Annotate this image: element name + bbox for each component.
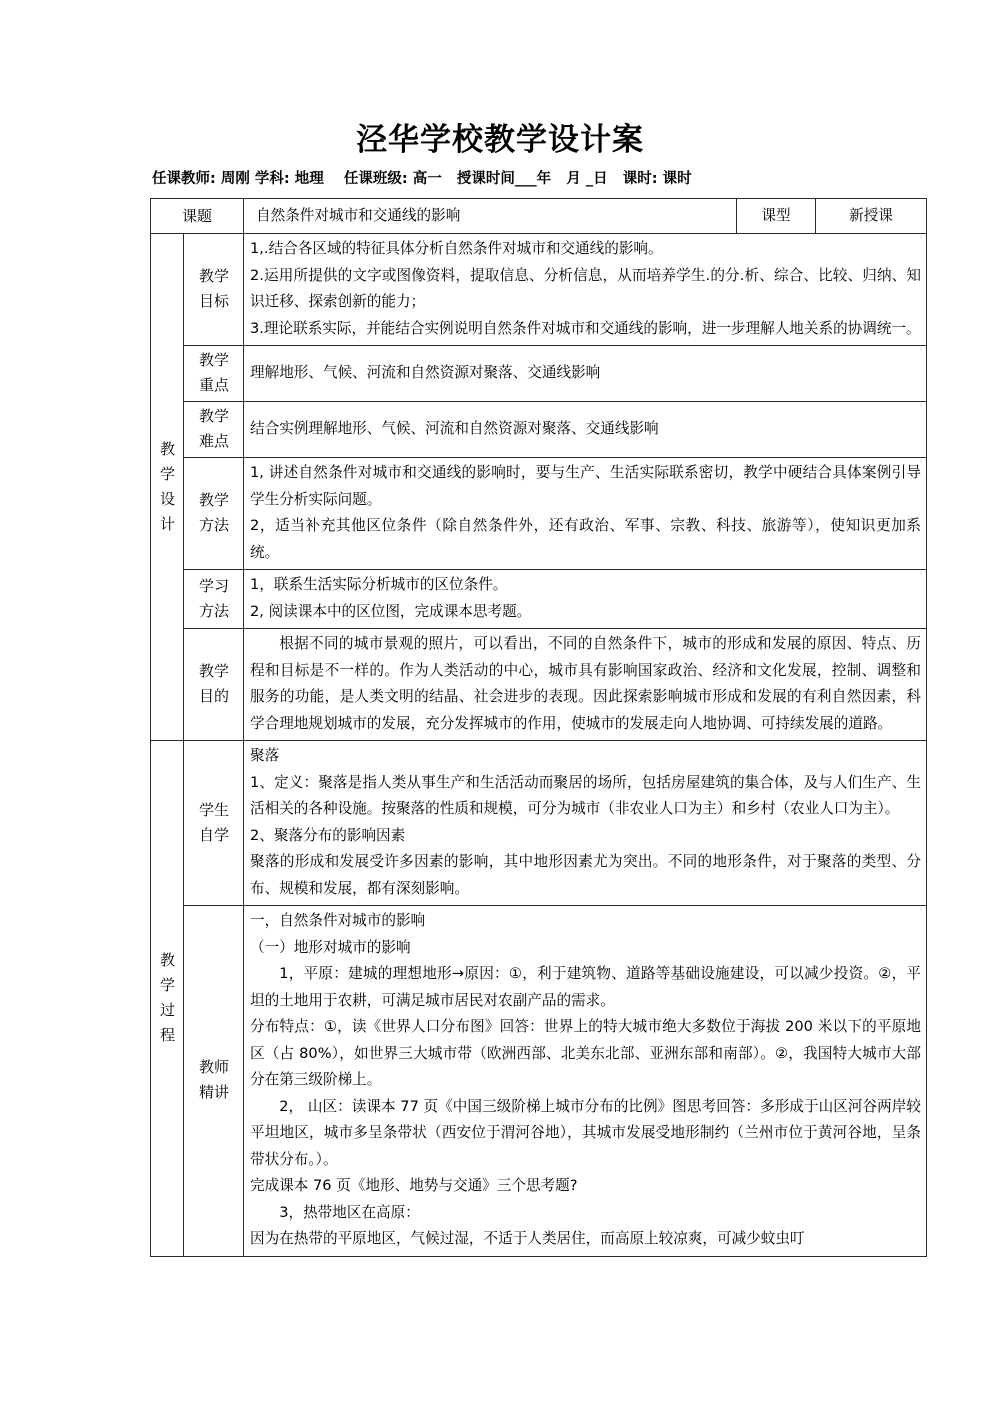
row-content-learning-methods: [244, 570, 927, 629]
lesson-plan-table: [150, 198, 927, 1257]
row-label-line: 目标: [198, 292, 229, 310]
document-meta-line: 任课教师: 周刚 学科: 地理 任课班级: 高一 授课时间___年 月 _日 课时: 课时: [152, 171, 692, 187]
text-line: 1、定义：聚落是指人类从事生产和生活活动而聚居的场所，包括房屋建筑的集合体，及与人们生产、生活相关的各种设施。按聚落的性质和规模，可分为城市（非农业人口为主）和乡村（农业人口为主）。: [250, 773, 921, 817]
section-label-char: 教: [159, 439, 175, 458]
section-label-char: 过: [159, 1000, 175, 1019]
row-content-key-points: [244, 346, 927, 402]
text-line: 因为在热带的平原地区，气候过湿，不适于人类居住，而高原上较凉爽，可减少蚊虫叮: [250, 1230, 805, 1247]
table-row-methods: [151, 458, 927, 570]
table-row-objectives: [151, 234, 927, 346]
row-label-line: 方法: [198, 601, 229, 620]
text-line: 1，平原：建城的理想地形→原因：①，利于建筑物、道路等基础设施建设，可以减少投资。②，平坦的土地用于农耕，可满足城市居民对农副产品的需求。: [250, 965, 921, 1009]
text-line: 2，适当补充其他区位条件（除自然条件外，还有政治、军事、宗教、科技、旅游等），使知识更加系统。: [250, 517, 921, 561]
text-line: 3.理论联系实际，并能结合实例说明自然条件对城市和交通线的影响，进一步理解人地关系的协调统一。: [250, 319, 921, 337]
text-line: 2, 阅读课本中的区位图，完成课本思考题。: [250, 602, 532, 620]
row-label-line: 自学: [198, 825, 229, 844]
page-title: 泾华学校教学设计案: [356, 122, 644, 158]
row-label-line: 学习: [198, 576, 229, 595]
row-label-line: 教学: [198, 407, 229, 425]
text-line: 分布特点：①，读《世界人口分布图》回答：世界上的特大城市绝大多数位于海拔 200 米以下的平原地区（占 80%），如世界三大城市带（欧洲西部、北美东北部、亚洲东部和南部）。②，我国特大城市大部分在第三级阶梯上。: [250, 1018, 921, 1088]
text-line: 1，联系生活实际分析城市的区位条件。: [250, 576, 508, 593]
topic-value-cell: [244, 199, 927, 234]
table-row-key-points: [151, 346, 927, 402]
row-content-methods: [244, 458, 927, 570]
row-content-purpose: [244, 629, 927, 741]
row-label-teacher-lecture: [184, 906, 244, 1257]
text-line: 一，自然条件对城市的影响: [250, 912, 426, 929]
row-content-difficulties: [244, 402, 927, 458]
table-row-difficulties: [151, 402, 927, 458]
row-label-line: 重点: [198, 376, 229, 394]
text-line: 2、聚落分布的影响因素: [250, 826, 406, 844]
topic-value: 自然条件对城市和交通线的影响: [256, 206, 461, 224]
row-label-line: 难点: [198, 432, 229, 450]
table-row-learning-methods: [151, 570, 927, 629]
section-label-char: 学: [159, 975, 175, 994]
row-content-objectives: [244, 234, 927, 346]
text-line: 理解地形、气候、河流和自然资源对聚落、交通线影响: [250, 363, 601, 381]
section-label-char: 程: [159, 1025, 175, 1044]
text-line: 1,.结合各区域的特征具体分析自然条件对城市和交通线的影响。: [250, 240, 663, 257]
row-label-difficulties: [184, 402, 244, 458]
section-label-teaching-design: [151, 234, 184, 741]
table-row-topic: [151, 199, 927, 234]
text-line: 根据不同的城市景观的照片，可以看出，不同的自然条件下，城市的形成和发展的原因、特点、历程和目标是不一样的。作为人类活动的中心，城市具有影响国家政治、经济和文化发展，控制、调整和服务的功能，是人类文明的结晶、社会进步的表现。因此探索影响城市形成和发展的有利自然因素，科学合理地规划城市的发展，充分发挥城市的作用，使城市的发展走向人地协调、可持续发展的道路。: [250, 635, 921, 732]
row-label-line: 教学: [198, 351, 229, 369]
row-label-line: 教师: [198, 1058, 229, 1077]
row-label-line: 学生: [198, 800, 229, 819]
section-label-char: 学: [159, 464, 175, 483]
text-line: 完成课本 76 页《地形、地势与交通》三个思考题?: [250, 1177, 578, 1194]
row-content-teacher-lecture: [244, 906, 927, 1257]
row-label-self-study: [184, 741, 244, 906]
topic-label: 课题: [151, 199, 244, 234]
section-label-teaching-process: [151, 741, 184, 1257]
section-label-char: 设: [159, 489, 175, 508]
table-row-purpose: [151, 629, 927, 741]
row-label-line: 目的: [198, 687, 229, 705]
section-label-char: 计: [159, 514, 175, 533]
row-label-line: 教学: [198, 267, 229, 285]
text-line: （一）地形对城市的影响: [250, 938, 411, 956]
course-type-value: 新授课: [816, 199, 927, 233]
table-row-teacher-lecture: [151, 906, 927, 1257]
text-line: 2.运用所提供的文字或图像资料，提取信息、分析信息，从而培养学生.的分.析、综合、比较、归纳、知识迁移、探索创新的能力；: [250, 266, 921, 310]
row-label-key-points: [184, 346, 244, 402]
text-line: 聚落: [250, 747, 280, 764]
row-label-purpose: [184, 629, 244, 741]
text-line: 3，热带地区在高原：: [279, 1203, 420, 1221]
row-content-self-study: [244, 741, 927, 906]
row-label-learning-methods: [184, 570, 244, 629]
text-line: 1, 讲述自然条件对城市和交通线的影响时，要与生产、生活实际联系密切，教学中硬结合具体案例引导学生分析实际问题。: [250, 464, 921, 508]
text-line: 2， 山区：读课本 77 页《中国三级阶梯上城市分布的比例》图思考回答：多形成于山区河谷两岸较平坦地区，城市多呈条带状（西安位于渭河谷地），其城市发展受地形制约（兰州市位于黄河谷地，呈条带状分布。）。: [250, 1097, 921, 1168]
course-type-label: 课型: [737, 199, 816, 233]
table-row-self-study: [151, 741, 927, 906]
row-label-objectives: [184, 234, 244, 346]
text-line: 结合实例理解地形、气候、河流和自然资源对聚落、交通线影响: [250, 419, 659, 437]
row-label-line: 方法: [198, 516, 229, 534]
row-label-methods: [184, 458, 244, 570]
section-label-char: 教: [159, 950, 175, 969]
row-label-line: 教学: [198, 662, 229, 680]
row-label-line: 教学: [198, 491, 229, 509]
text-line: 聚落的形成和发展受许多因素的影响，其中地形因素尤为突出。不同的地形条件，对于聚落的类型、分布、规模和发展，都有深刻影响。: [250, 853, 921, 897]
row-label-line: 精讲: [198, 1083, 229, 1102]
